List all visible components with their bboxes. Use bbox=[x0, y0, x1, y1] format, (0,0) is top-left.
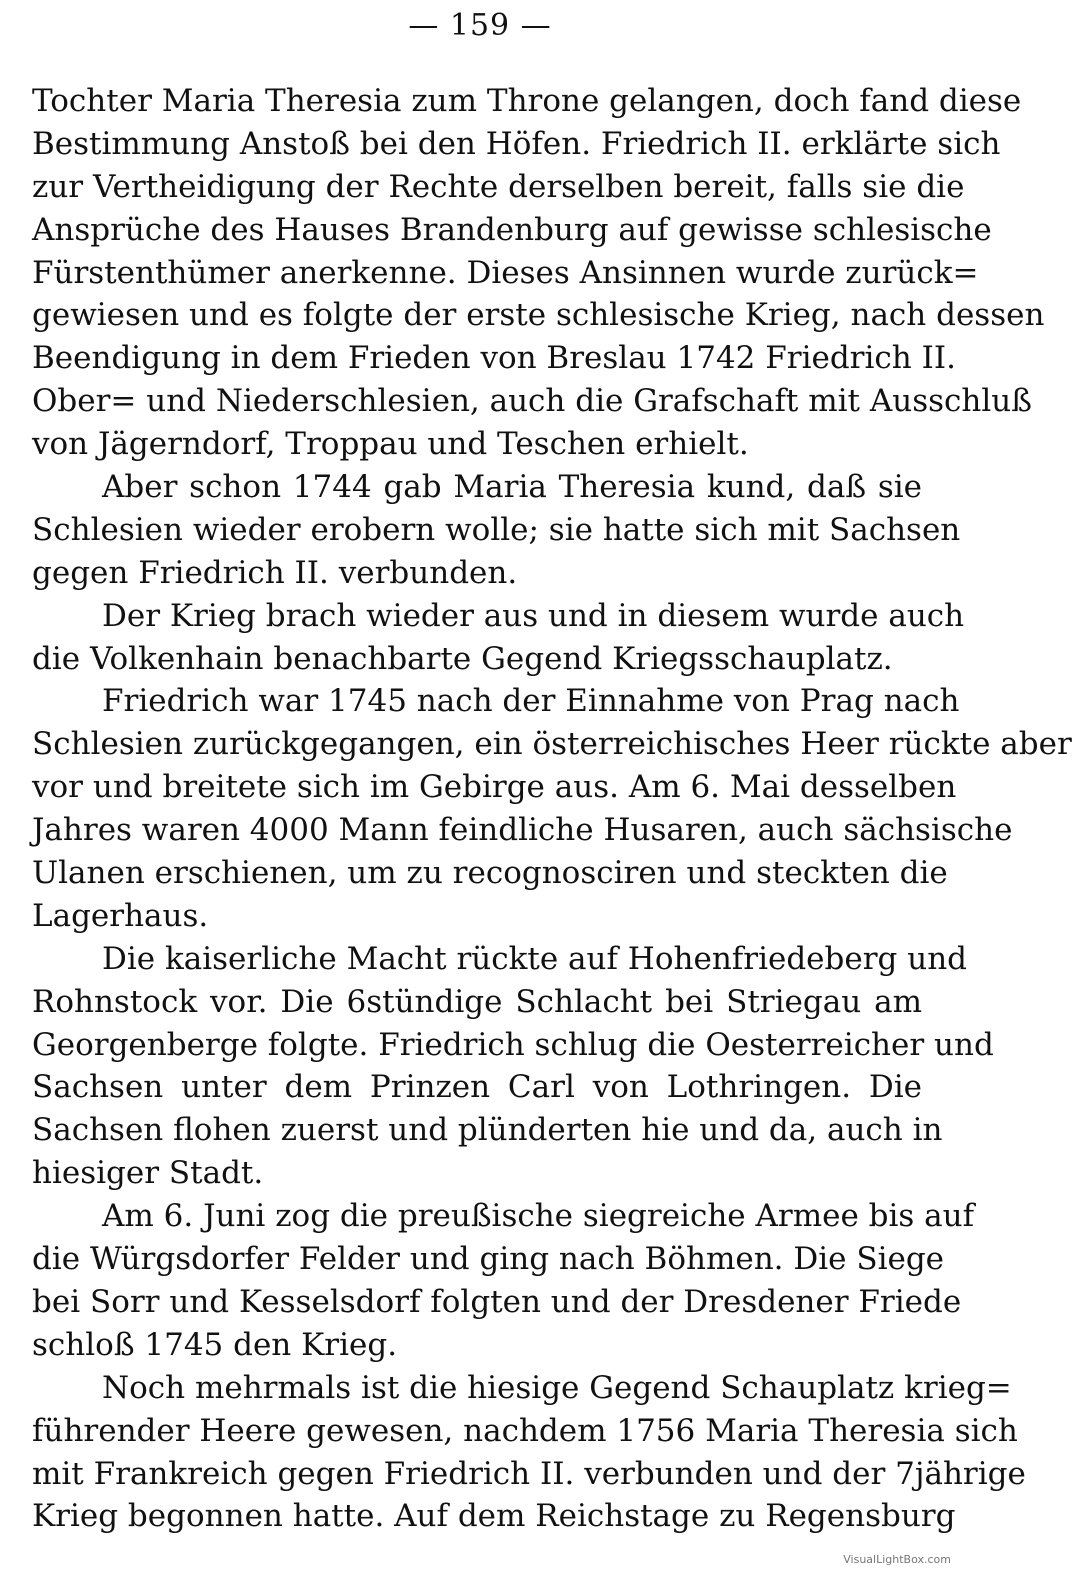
body-text bbox=[32, 80, 1072, 1538]
text-line: führender Heere gewesen, nachdem 1756 Maria Theresia sich bbox=[32, 1412, 1018, 1449]
text-line: hiesiger Stadt. bbox=[32, 1155, 264, 1192]
text-line: Beendigung in dem Frieden von Breslau 1742 Friedrich II. bbox=[32, 340, 956, 377]
text-line: Friedrich war 1745 nach der Einnahme von Prag nach bbox=[102, 683, 960, 720]
text-line: Rohnstock vor. Die 6stündige Schlacht bei Striegau am bbox=[32, 983, 922, 1020]
text-line: die Volkenhain benachbarte Gegend Kriegsschauplatz. bbox=[32, 640, 893, 677]
text-line: die Würgsdorfer Felder und ging nach Böhmen. Die Siege bbox=[32, 1241, 945, 1278]
text-line: Fürstenthümer anerkenne. Dieses Ansinnen wurde zurück= bbox=[32, 254, 979, 291]
text-line: zur Vertheidigung der Rechte derselben bereit, falls sie die bbox=[32, 168, 965, 205]
text-line: Krieg begonnen hatte. Auf dem Reichstage zu Regensburg bbox=[32, 1498, 956, 1535]
text-line: Tochter Maria Theresia zum Throne gelangen, doch fand diese bbox=[32, 83, 1022, 119]
text-line: Am 6. Juni zog die preußische siegreiche Armee bis auf bbox=[102, 1198, 975, 1235]
text-line: Schlesien wieder erobern wolle; sie hatte sich mit Sachsen bbox=[32, 511, 961, 548]
text-line: Ulanen erschienen, um zu recognosciren und steckten die bbox=[32, 855, 948, 892]
watermark-credit: VisualLightBox.com bbox=[840, 1552, 954, 1567]
text-line: Georgenberge folgte. Friedrich schlug die Oesterreicher und bbox=[32, 1026, 994, 1063]
text-line: Der Krieg brach wieder aus und in diesem wurde auch bbox=[102, 597, 965, 634]
text-line: Ansprüche des Hauses Brandenburg auf gewisse schlesische bbox=[32, 211, 992, 248]
text-line: Sachsen unter dem Prinzen Carl von Lothringen. Die bbox=[32, 1069, 922, 1106]
text-line: Schlesien zurückgegangen, ein österreichisches Heer rückte aber bbox=[32, 726, 1072, 763]
text-line: gegen Friedrich II. verbunden. bbox=[32, 554, 518, 591]
text-line: schloß 1745 den Krieg. bbox=[32, 1326, 398, 1363]
text-line: Bestimmung Anstoß bei den Höfen. Friedrich II. erklärte sich bbox=[32, 125, 1001, 162]
text-line: mit Frankreich gegen Friedrich II. verbunden und der 7jährige bbox=[32, 1455, 1026, 1492]
text-line: von Jägerndorf, Troppau und Teschen erhielt. bbox=[32, 426, 749, 463]
text-line: gewiesen und es folgte der erste schlesische Krieg, nach dessen bbox=[32, 297, 1045, 334]
text-line: Noch mehrmals ist die hiesige Gegend Schauplatz krieg= bbox=[102, 1369, 1012, 1406]
text-line: Lagerhaus. bbox=[32, 897, 209, 934]
text-line: Die kaiserliche Macht rückte auf Hohenfriedeberg und bbox=[102, 940, 968, 977]
text-line: Sachsen flohen zuerst und plünderten hie und da, auch in bbox=[32, 1112, 943, 1149]
text-line: Jahres waren 4000 Mann feindliche Husaren, auch sächsische bbox=[32, 812, 1013, 849]
text-line: vor und breitete sich im Gebirge aus. Am 6. Mai desselben bbox=[32, 769, 957, 806]
text-line: Ober= und Niederschlesien, auch die Grafschaft mit Ausschluß bbox=[32, 383, 1032, 420]
text-line: bei Sorr und Kesselsdorf folgten und der Dresdener Friede bbox=[32, 1283, 962, 1320]
text-line: Aber schon 1744 gab Maria Theresia kund, daß sie bbox=[102, 469, 922, 506]
page-number: — 159 — bbox=[408, 8, 552, 43]
